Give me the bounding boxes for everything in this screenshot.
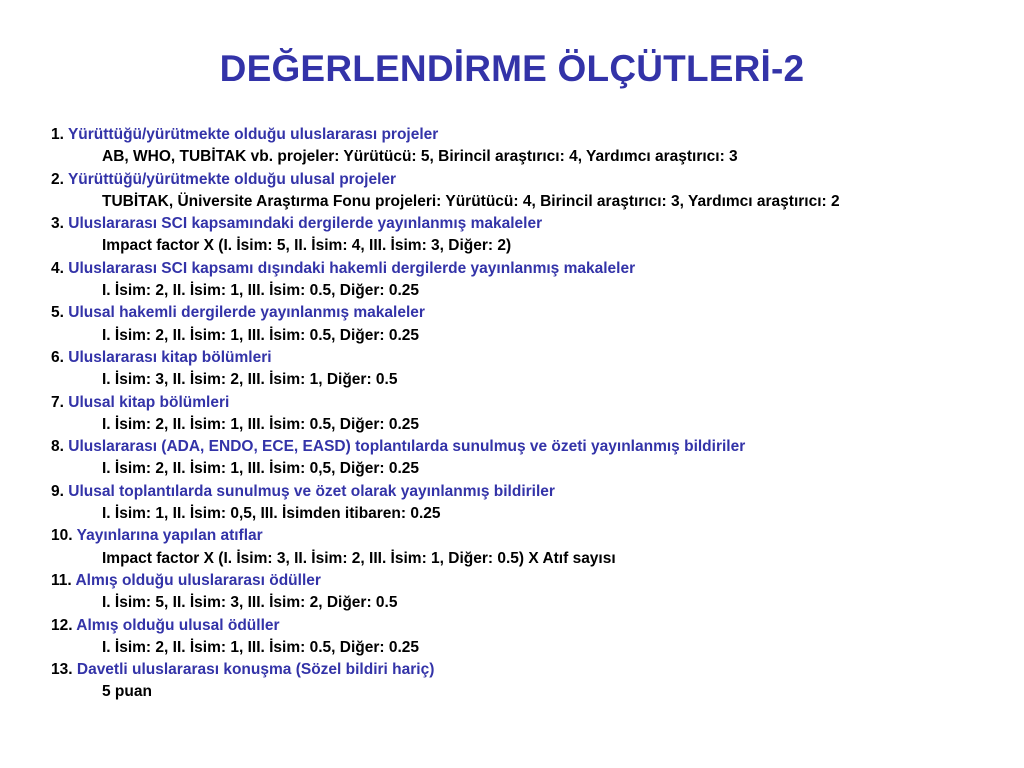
criterion-item (51, 169, 1011, 214)
criterion-number: 5. (51, 304, 64, 322)
criterion-number: 11. (51, 571, 72, 589)
criterion-number: 1. (51, 126, 64, 143)
criterion-item (51, 213, 1011, 258)
criterion-detail: 5 puan (102, 683, 152, 701)
criterion-title: Uluslararası (ADA, ENDO, ECE, EASD) toplantılarda sunulmuş ve özeti yayınlanmış bildiriler (68, 438, 746, 456)
criterion-heading (51, 525, 1011, 547)
criterion-detail: AB, WHO, TUBİTAK vb. projeler: Yürütücü: 5, Birincil araştırıcı: 4, Yardımcı araştırıcı: 3 (102, 148, 738, 166)
criterion-heading (51, 213, 1011, 235)
criterion-heading (51, 615, 1011, 637)
criterion-heading (51, 392, 1011, 414)
criterion-detail: Impact factor X (I. İsim: 5, II. İsim: 4, III. İsim: 3, Diğer: 2) (102, 237, 512, 255)
criterion-detail: I. İsim: 1, II. İsim: 0,5, III. İsimden itibaren: 0.25 (102, 505, 441, 523)
criterion-heading (51, 302, 1011, 324)
criterion-heading (51, 347, 1011, 369)
slide-title: DEĞERLENDİRME ÖLÇÜTLERİ-2 (219, 48, 805, 89)
criterion-detail: I. İsim: 2, II. İsim: 1, III. İsim: 0.5, Diğer: 0.25 (102, 326, 420, 344)
criterion-heading (51, 659, 1011, 681)
criterion-item (51, 302, 1011, 347)
criterion-number: 7. (51, 393, 64, 411)
criterion-detail: TUBİTAK, Üniversite Araştırma Fonu projeleri: Yürütücü: 4, Birincil araştırıcı: 3, Yardımcı araştırıcı: 2 (102, 192, 840, 210)
criterion-number: 6. (51, 348, 64, 366)
criterion-heading (51, 481, 1011, 503)
criterion-title: Davetli uluslararası konuşma (Sözel bildiri hariç) (76, 661, 435, 679)
criterion-number: 12. (51, 616, 73, 634)
criterion-item (51, 481, 1011, 526)
criterion-title: Ulusal hakemli dergilerde yayınlanmış makaleler (68, 304, 425, 322)
criterion-title: Almış olduğu ulusal ödüller (76, 616, 280, 634)
criterion-item (51, 258, 1011, 303)
criterion-title: Yürüttüğü/yürütmekte olduğu uluslararası projeler (67, 126, 439, 143)
criterion-item (51, 347, 1011, 392)
criterion-item (51, 525, 1011, 570)
criterion-heading (51, 436, 1011, 458)
criterion-item (51, 436, 1011, 481)
criterion-number: 10. (51, 527, 73, 545)
criterion-number: 8. (51, 438, 64, 456)
criterion-title: Uluslararası SCI kapsamındaki dergilerde yayınlanmış makaleler (68, 215, 543, 233)
criterion-title: Yürüttüğü/yürütmekte olduğu ulusal projeler (67, 170, 397, 188)
criterion-title: Yayınlarına yapılan atıflar (76, 527, 263, 545)
criterion-item (51, 392, 1011, 437)
criterion-title: Almış olduğu uluslararası ödüller (75, 571, 321, 589)
criterion-title: Uluslararası kitap bölümleri (68, 348, 272, 366)
criterion-detail: I. İsim: 2, II. İsim: 1, III. İsim: 0.5, Diğer: 0.25 (102, 415, 420, 433)
criterion-detail: I. İsim: 2, II. İsim: 1, III. İsim: 0,5, Diğer: 0.25 (102, 460, 420, 478)
criterion-item (51, 615, 1011, 660)
criterion-number: 9. (51, 482, 64, 500)
criterion-title: Ulusal toplantılarda sunulmuş ve özet olarak yayınlanmış bildiriler (68, 482, 555, 500)
criterion-heading (51, 570, 1011, 592)
criterion-number: 4. (51, 259, 64, 277)
criterion-item (51, 659, 1011, 704)
criterion-heading (51, 169, 1011, 191)
criterion-heading (51, 124, 1011, 146)
criterion-detail: Impact factor X (I. İsim: 3, II. İsim: 2, III. İsim: 1, Diğer: 0.5) X Atıf sayısı (102, 549, 616, 567)
criterion-number: 3. (51, 215, 64, 233)
criterion-detail: I. İsim: 2, II. İsim: 1, III. İsim: 0.5, Diğer: 0.25 (102, 638, 420, 656)
criterion-detail: I. İsim: 5, II. İsim: 3, III. İsim: 2, Diğer: 0.5 (102, 594, 398, 612)
criteria-list (51, 124, 1011, 704)
criterion-detail: I. İsim: 3, II. İsim: 2, III. İsim: 1, Diğer: 0.5 (102, 371, 398, 389)
criterion-title: Ulusal kitap bölümleri (68, 393, 230, 411)
criterion-item (51, 124, 1011, 169)
criterion-item (51, 570, 1011, 615)
criterion-heading (51, 258, 1011, 280)
criterion-number: 13. (51, 661, 73, 679)
criterion-number: 2. (51, 170, 64, 188)
criterion-title: Uluslararası SCI kapsamı dışındaki hakemli dergilerde yayınlanmış makaleler (68, 259, 636, 277)
criterion-detail: I. İsim: 2, II. İsim: 1, III. İsim: 0.5, Diğer: 0.25 (102, 282, 420, 300)
